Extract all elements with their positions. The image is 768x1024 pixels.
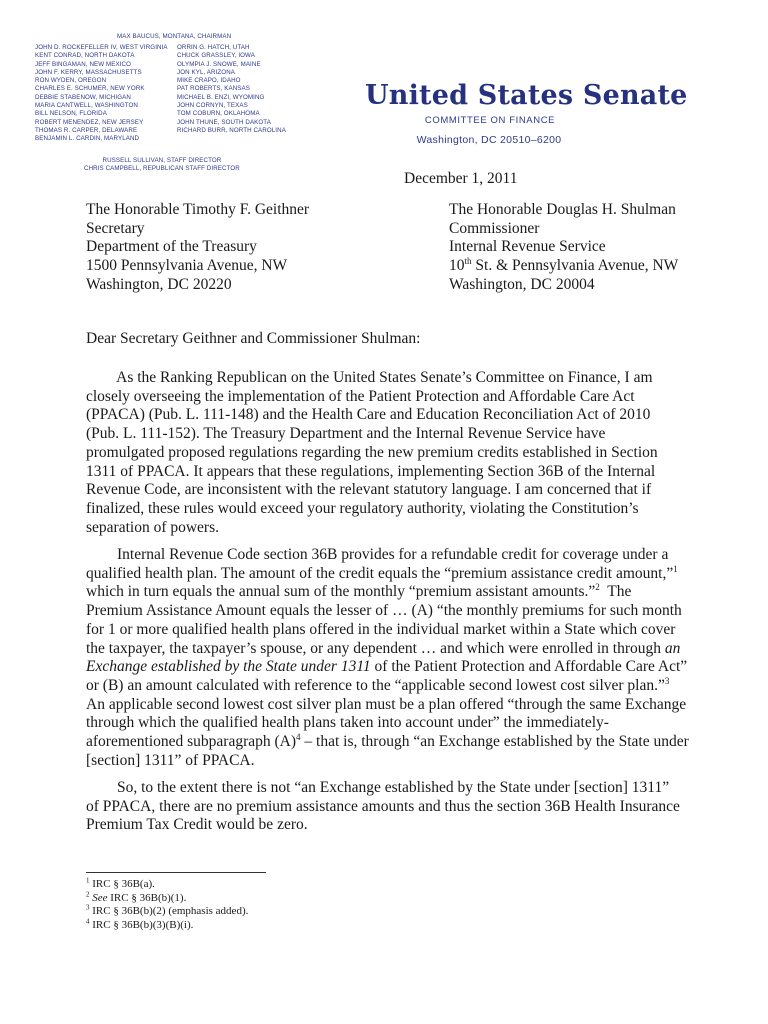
salutation: Dear Secretary Geithner and Commissioner Shulman: [86,330,421,347]
member-name: JON KYL, ARIZONA [177,68,235,76]
letter-date: December 1, 2011 [404,170,518,187]
member-name: JOHN THUNE, SOUTH DAKOTA [177,118,271,126]
staff-director: RUSSELL SULLIVAN, STAFF DIRECTOR [102,157,222,164]
body-paragraph-1 [86,369,686,537]
address-line: Department of the Treasury [86,238,257,256]
footnote-number: 3 [86,903,90,912]
member-name: TOM COBURN, OKLAHOMA [177,110,260,118]
footnote [86,905,248,919]
address-line: 1500 Pennsylvania Avenue, NW [86,257,288,275]
text-run: aforementioned subparagraph (A) [86,733,297,751]
street-name: St. & Pennsylvania Avenue, NW [471,257,679,275]
footnote-ref: 1 [673,563,678,574]
footnote-emphasis: See [92,891,108,904]
text-line: Premium Assistance Amount equals the lesser of … (A) “the monthly premiums for such month [86,602,682,620]
address-line: Washington, DC 20004 [449,275,595,293]
footnote-divider [86,872,266,873]
footnote-number: 2 [86,889,90,898]
ordinal-suffix: th [464,255,472,266]
address-line: Commissioner [449,219,540,237]
text-line [86,583,686,602]
member-name: MIKE CRAPO, IDAHO [177,77,241,85]
street-number: 10 [449,257,465,275]
text-line: closely overseeing the implementation of the Patient Protection and Affordable Care Act [86,387,635,405]
text-line: promulgated proposed regulations regarding the new premium credits established in Section [86,443,658,461]
committee-name: COMMITTEE ON FINANCE [424,115,556,126]
text-line [86,658,686,677]
text-run: The [599,583,632,601]
address-line: Washington, DC 20220 [86,275,232,293]
emphasis-text: Exchange established by the State under 1311 [86,658,371,676]
footnote-text: IRC § 36B(b)(1). [107,891,187,904]
text-line: Internal Revenue Code section 36B provides for a refundable credit for coverage under a [86,546,669,563]
members-right-column [177,44,286,135]
address-line: The Honorable Timothy F. Geithner [86,201,310,218]
member-name: JEFF BINGAMAN, NEW MEXICO [35,60,132,68]
emphasis-text: an [664,639,681,657]
member-name: CHARLES E. SCHUMER, NEW YORK [35,85,145,93]
member-name: CHUCK GRASSLEY, IOWA [177,52,255,60]
text-line [86,731,689,752]
recipient-address-left [86,201,309,295]
members-left-column [35,44,168,144]
footnote [86,916,248,933]
text-line: As the Ranking Republican on the United States Senate’s Committee on Finance, I am [86,369,653,386]
address-line: Secretary [86,219,145,237]
senate-address: Washington, DC 20510–6200 [416,134,562,146]
member-name: BILL NELSON, FLORIDA [35,110,107,118]
chairman-line: MAX BAUCUS, MONTANA, CHAIRMAN [117,33,232,40]
text-line: finalized, these rules would exceed your regulatory authority, violating the Constitution’s [86,499,639,517]
text-run: or (B) an amount calculated with reference to the “applicable second lowest cost silver plan.” [86,676,665,694]
member-name: RICHARD BURR, NORTH CAROLINA [177,126,286,134]
text-line: An applicable second lowest cost silver plan must be a plan offered “through the same Exchange [86,695,687,713]
text-run: of the Patient Protection and Affordable Care Act” [370,658,688,676]
text-line [86,565,686,584]
footnote-ref: 3 [664,675,670,686]
address-line: Internal Revenue Service [449,238,606,256]
text-line: (PPACA) (Pub. L. 111-148) and the Health Care and Education Reconciliation Act of 2010 [86,406,651,424]
staff-directors [84,157,240,174]
member-name: OLYMPIA J. SNOWE, MAINE [177,60,261,68]
text-run: – that is, through “an Exchange established by the State under [300,733,689,751]
member-name: MICHAEL B. ENZI, WYOMING [177,93,265,101]
text-line: for 1 or more qualified health plans offered in the individual market within a State which cover [86,620,676,638]
senate-title: United States Senate [365,80,688,111]
footnote-ref: 4 [296,731,301,742]
member-name: PAT ROBERTS, KANSAS [177,85,250,93]
member-name: JOHN D. ROCKEFELLER IV, WEST VIRGINIA [35,44,168,51]
member-name: JOHN F. KERRY, MASSACHUSETTS [35,68,142,76]
text-line: (Pub. L. 111-152). The Treasury Department and the Internal Revenue Service have [86,425,606,443]
member-name: THOMAS R. CARPER, DELAWARE [35,126,138,134]
footnote [86,889,248,906]
footnote-number: 4 [86,916,90,925]
member-name: JOHN CORNYN, TEXAS [177,102,248,110]
text-run: which in turn equals the annual sum of the monthly “premium assistant amounts.” [86,583,596,601]
text-line: So, to the extent there is not “an Exchange established by the State under [section] 1311” [86,779,670,796]
member-name: ROBERT MENENDEZ, NEW JERSEY [35,118,144,126]
text-run: qualified health plan. The amount of the credit equals the “premium assistance credit amount,” [86,564,674,582]
text-line: Revenue Code, are inconsistent with the relevant statutory language. I am concerned that if [86,481,652,499]
text-line: Premium Tax Credit would be zero. [86,816,308,834]
footnote-number: 1 [86,876,90,885]
address-line [449,257,678,276]
text-line: 1311 of PPACA. It appears that these regulations, implementing Section 36B of the Internal [86,462,656,480]
footnote [86,878,248,892]
member-name: ORRIN G. HATCH, UTAH [177,44,250,51]
recipient-address-right [449,201,678,295]
member-name: DEBBIE STABENOW, MICHIGAN [35,93,131,101]
text-line: [section] 1311” of PPACA. [86,751,255,769]
member-name: KENT CONRAD, NORTH DAKOTA [35,52,135,60]
text-run: the taxpayer, the taxpayer’s spouse, or any dependent … and which were enrolled in through [86,639,665,657]
member-name: BENJAMIN L. CARDIN, MARYLAND [35,135,140,143]
member-name: RON WYDEN, OREGON [35,77,107,85]
text-line: of PPACA, there are no premium assistance amounts and thus the section 36B Health Insurance [86,797,680,815]
text-line: through which the qualified health plans taken into account under” the immediately- [86,714,609,732]
text-line [86,640,686,659]
member-name: MARIA CANTWELL, WASHINGTON [35,102,138,110]
address-line: The Honorable Douglas H. Shulman [449,201,676,218]
staff-director: CHRIS CAMPBELL, REPUBLICAN STAFF DIRECTOR [84,165,240,173]
footnotes [86,878,248,932]
footnote-text: IRC § 36B(a). [89,878,155,890]
footnote-ref: 2 [595,582,600,593]
footnote-text: IRC § 36B(b)(2) (emphasis added). [89,905,249,917]
text-line [86,677,686,696]
footnote-text: IRC § 36B(b)(3)(B)(i). [89,918,194,931]
body-paragraph-2 [86,546,689,770]
text-line: separation of powers. [86,518,219,536]
body-paragraph-3 [86,779,686,835]
